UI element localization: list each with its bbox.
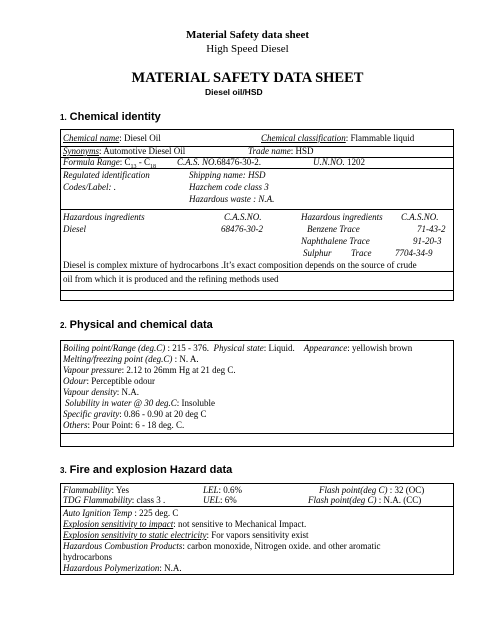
odour-row <box>63 376 155 386</box>
solubility-label: Solubility in water @ 30 deg.C <box>65 398 177 408</box>
impact-row <box>63 519 306 529</box>
hazardous-waste: Hazardous waste : N.A. <box>189 194 275 204</box>
polymerization-row <box>63 563 182 573</box>
combustion-label: Hazardous Combustion Products <box>63 541 183 551</box>
physical-state-value: : Liquid. <box>263 343 295 353</box>
combustion-value: : carbon monoxide, Nitrogen oxide. and other aromatic <box>182 541 381 551</box>
uel-row <box>203 495 237 505</box>
shipping-name: Shipping name: HSD <box>189 170 266 180</box>
vapour-pressure-value: : 2.12 to 26mm Hg at 21 deg C. <box>121 365 236 375</box>
appearance-label: Appearance <box>303 343 348 353</box>
trade-name-value: : HSD <box>290 146 314 156</box>
divider <box>61 209 453 210</box>
others-row <box>63 420 184 430</box>
ingredient-sulphur-trace: Trace <box>351 248 372 258</box>
combustion-value-line2: hydrocarbons <box>63 552 112 562</box>
chemical-name-value: : Diesel Oil <box>119 133 161 143</box>
boiling-point-row <box>63 343 412 353</box>
polymerization-value: : N.A. <box>159 563 182 573</box>
trade-name-row <box>248 146 314 156</box>
ingredient-naphthalene: Naphthalene Trace <box>301 236 370 246</box>
ingredient-diesel-cas: 68476-30-2 <box>221 224 263 234</box>
divider <box>61 271 453 272</box>
codes-label: Codes/Label: . <box>63 182 116 192</box>
section-2-title: Physical and chemical data <box>69 319 213 331</box>
static-row <box>63 530 308 540</box>
melting-point-value: : N. A. <box>172 354 199 364</box>
chemical-class-row <box>261 133 414 143</box>
page-subtitle: Diesel oil/HSD <box>205 87 263 97</box>
ingredient-diesel: Diesel <box>63 224 86 234</box>
hi-col2-header: C.A.S.NO. <box>224 212 262 222</box>
vapour-pressure-label: Vapour pressure <box>63 365 122 375</box>
cas-value: 68476-30-2. <box>216 157 262 167</box>
section-3-heading <box>60 464 232 476</box>
melting-point-label: Melting/freezing point (deg.C) <box>63 354 173 364</box>
impact-label: Explosion sensitivity to impact <box>63 519 174 529</box>
trade-name-label: Trade name <box>248 146 291 156</box>
specific-gravity-row <box>63 409 206 419</box>
divider <box>61 433 453 434</box>
synonyms-label: Synonyms <box>63 146 99 156</box>
description-line2: oil from which it is produced and the refining methods used <box>63 274 279 284</box>
flash-point-cc-label: Flash point(deg C) <box>308 495 377 505</box>
flash-point-cc-value: : N.A. (CC) <box>376 495 422 505</box>
odour-value: : Perceptible odour <box>86 376 155 386</box>
flammability-label: Flammability <box>63 485 112 495</box>
vapour-pressure-row <box>63 365 236 375</box>
cas-row <box>177 157 261 167</box>
auto-ignition-label: Auto Ignition Temp <box>63 508 133 518</box>
vapour-density-label: Vapour density <box>63 387 117 397</box>
melting-point-row <box>63 354 199 364</box>
boiling-point-label: Boiling point/Range (deg.C) <box>63 343 166 353</box>
formula-sub1: 13 <box>130 163 137 170</box>
fire-hazard-box <box>60 483 454 575</box>
section-2-heading <box>60 319 213 331</box>
divider <box>61 290 453 291</box>
lel-row <box>203 485 242 495</box>
chemical-class-label: Chemical classification <box>261 133 346 143</box>
hazchem-code: Hazchem code class 3 <box>189 182 269 192</box>
flammability-value: : Yes <box>111 485 130 495</box>
appearance-value: : yellowish brown <box>347 343 413 353</box>
hi-col1-header: Hazardous ingredients <box>63 212 145 222</box>
ingredient-sulphur: Sulphur <box>303 248 332 258</box>
tdg-label: TDG Flammability <box>63 495 132 505</box>
chemical-identity-box <box>60 129 454 301</box>
flash-point-oc-value: : 32 (OC) <box>387 485 425 495</box>
vapour-density-value: : N.A. <box>116 387 139 397</box>
section-2-number: 2. <box>60 321 67 330</box>
section-3-title: Fire and explosion Hazard data <box>69 464 233 476</box>
polymerization-label: Hazardous Polymerization <box>63 563 160 573</box>
synonyms-row <box>63 146 185 156</box>
flash-point-oc-label: Flash point(deg C) <box>319 485 388 495</box>
formula-c2: - C <box>136 157 151 167</box>
flammability-row <box>63 485 129 495</box>
flash-point-cc-row <box>308 495 421 505</box>
others-label: Others <box>63 420 88 430</box>
chemical-name-label: Chemical name <box>63 133 120 143</box>
formula-c1: : C <box>119 157 131 167</box>
impact-value: : not sensitive to Mechanical Impact. <box>173 519 307 529</box>
specific-gravity-label: Specific gravity <box>63 409 120 419</box>
chemical-class-value: : Flammable liquid <box>345 133 415 143</box>
hi-col3-header: Hazardous ingredients <box>301 212 383 222</box>
tdg-row <box>63 495 165 505</box>
ingredient-sulphur-cas: 7704-34-9 <box>395 248 433 258</box>
ingredient-benzene-cas: 71-43-2 <box>417 224 446 234</box>
specific-gravity-value: : 0.86 - 0.90 at 20 deg C <box>119 409 207 419</box>
un-value: 1202 <box>347 157 366 167</box>
section-1-number: 1. <box>60 113 67 122</box>
static-value: : For vapors sensitivity exist <box>206 530 309 540</box>
doc-header-line1: Material Safety data sheet <box>185 29 310 41</box>
section-1-heading <box>60 111 161 123</box>
odour-label: Odour <box>63 376 87 386</box>
un-label: U.N.NO. <box>313 157 345 167</box>
formula-row <box>63 157 156 170</box>
divider <box>61 506 453 507</box>
un-row <box>313 157 365 167</box>
combustion-row <box>63 541 381 551</box>
lel-value: : 0.6% <box>218 485 243 495</box>
formula-sub2: 18 <box>150 163 157 170</box>
solubility-value: : Insoluble <box>176 398 216 408</box>
ingredient-benzene: Benzene Trace <box>307 224 360 234</box>
flash-point-oc-row <box>319 485 424 495</box>
section-3-number: 3. <box>60 466 67 475</box>
doc-header-line2: High Speed Diesel <box>206 43 289 55</box>
section-1-title: Chemical identity <box>69 111 161 123</box>
synonyms-value: : Automotive Diesel Oil <box>99 146 186 156</box>
vapour-density-row <box>63 387 139 397</box>
physical-state-label: Physical state <box>213 343 264 353</box>
auto-ignition-value: : 225 deg. C <box>132 508 179 518</box>
static-label: Explosion sensitivity to static electricity <box>63 530 207 540</box>
chemical-name-row <box>63 133 161 143</box>
regulated-identification: Regulated identification <box>63 170 150 180</box>
hi-col4-header: C.A.S.NO. <box>401 212 439 222</box>
page-title: MATERIAL SAFETY DATA SHEET <box>131 70 364 86</box>
others-value: : Pour Point: 6 - 18 deg. C. <box>87 420 185 430</box>
lel-label: LEL <box>203 485 219 495</box>
ingredient-naphthalene-cas: 91-20-3 <box>413 236 442 246</box>
description-line1: Diesel is complex mixture of hydrocarbons .It’s exact composition depends on the source of crude <box>63 260 417 270</box>
cas-label: C.A.S. NO. <box>177 157 217 167</box>
tdg-value: : class 3 . <box>131 495 166 505</box>
boiling-point-value: : 215 - 376. <box>165 343 209 353</box>
formula-label: Formula Range <box>63 157 120 167</box>
physical-data-box <box>60 340 454 447</box>
auto-ignition-row <box>63 508 178 518</box>
uel-value: : 6% <box>220 495 237 505</box>
uel-label: UEL <box>203 495 221 505</box>
solubility-row <box>65 398 215 408</box>
